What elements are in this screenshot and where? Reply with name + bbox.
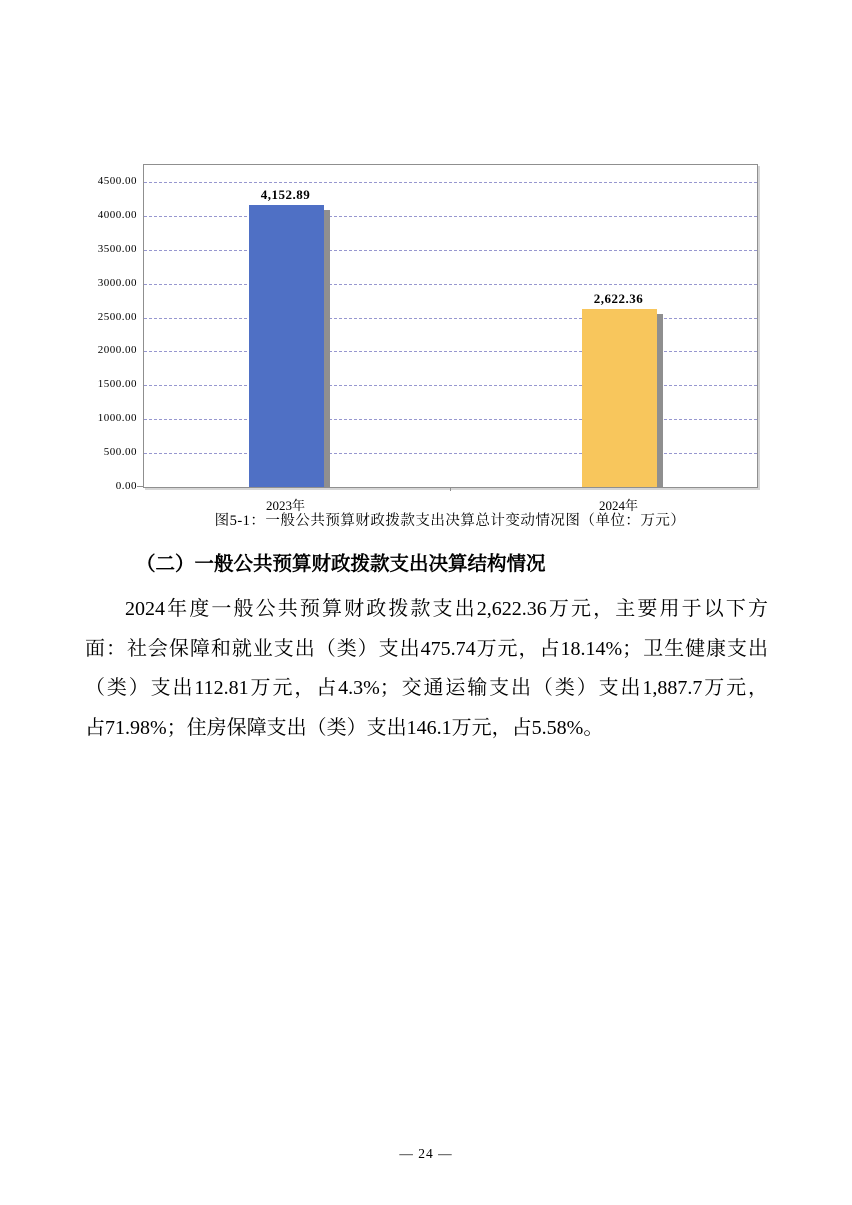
paragraph-line: （类）支出112.81万元，占4.3%；交通运输支出（类）支出1,887.7万元， xyxy=(85,677,768,699)
y-axis-tick xyxy=(137,486,143,487)
data-bar-2023年 xyxy=(249,205,324,487)
y-axis-tick-label: 2500.00 xyxy=(97,310,137,323)
gridline xyxy=(144,250,757,251)
body-paragraph xyxy=(85,590,768,748)
chart-caption: 图5-1：一般公共预算财政拨款支出决算总计变动情况图（单位：万元） xyxy=(214,513,686,529)
page-number: — 24 — xyxy=(399,1146,453,1161)
y-axis-tick-label: 3000.00 xyxy=(97,276,137,289)
y-axis-tick-label: 4000.00 xyxy=(97,208,137,221)
gridline xyxy=(144,453,757,454)
data-bar-2024年 xyxy=(582,309,657,487)
y-axis-tick-label: 2000.00 xyxy=(97,344,137,357)
paragraph-line: 2024年度一般公共预算财政拨款支出2,622.36万元，主要用于以下方 xyxy=(125,598,768,620)
gridline xyxy=(144,351,757,352)
x-axis-category-label: 2023年 xyxy=(265,498,305,513)
gridline xyxy=(144,419,757,420)
gridline xyxy=(144,284,757,285)
gridline xyxy=(144,385,757,386)
chart-plot-area xyxy=(143,164,758,488)
section-heading: （二）一般公共预算财政拨款支出决算结构情况 xyxy=(136,554,546,575)
bar-value-label: 2,622.36 xyxy=(593,291,644,306)
gridline xyxy=(144,318,757,319)
x-axis-category-label: 2024年 xyxy=(598,498,638,513)
bar-value-label: 4,152.89 xyxy=(260,187,311,202)
gridline xyxy=(144,182,757,183)
paragraph-line: 面：社会保障和就业支出（类）支出475.74万元，占18.14%；卫生健康支出 xyxy=(85,637,768,660)
gridline xyxy=(144,216,757,217)
bar-shadow xyxy=(324,210,330,487)
y-axis-tick-label: 0.00 xyxy=(115,480,137,492)
paragraph-line: 占71.98%；住房保障支出（类）支出146.1万元，占5.58%。 xyxy=(85,716,604,739)
y-axis-tick-label: 1000.00 xyxy=(97,412,137,425)
bar-chart xyxy=(0,0,852,540)
y-axis-tick-label: 1500.00 xyxy=(97,378,137,391)
bar-shadow xyxy=(657,314,663,487)
x-axis-tick xyxy=(450,487,451,491)
y-axis-tick-label: 4500.00 xyxy=(97,174,137,187)
y-axis-tick-label: 500.00 xyxy=(103,446,137,459)
y-axis-tick-label: 3500.00 xyxy=(97,242,137,255)
